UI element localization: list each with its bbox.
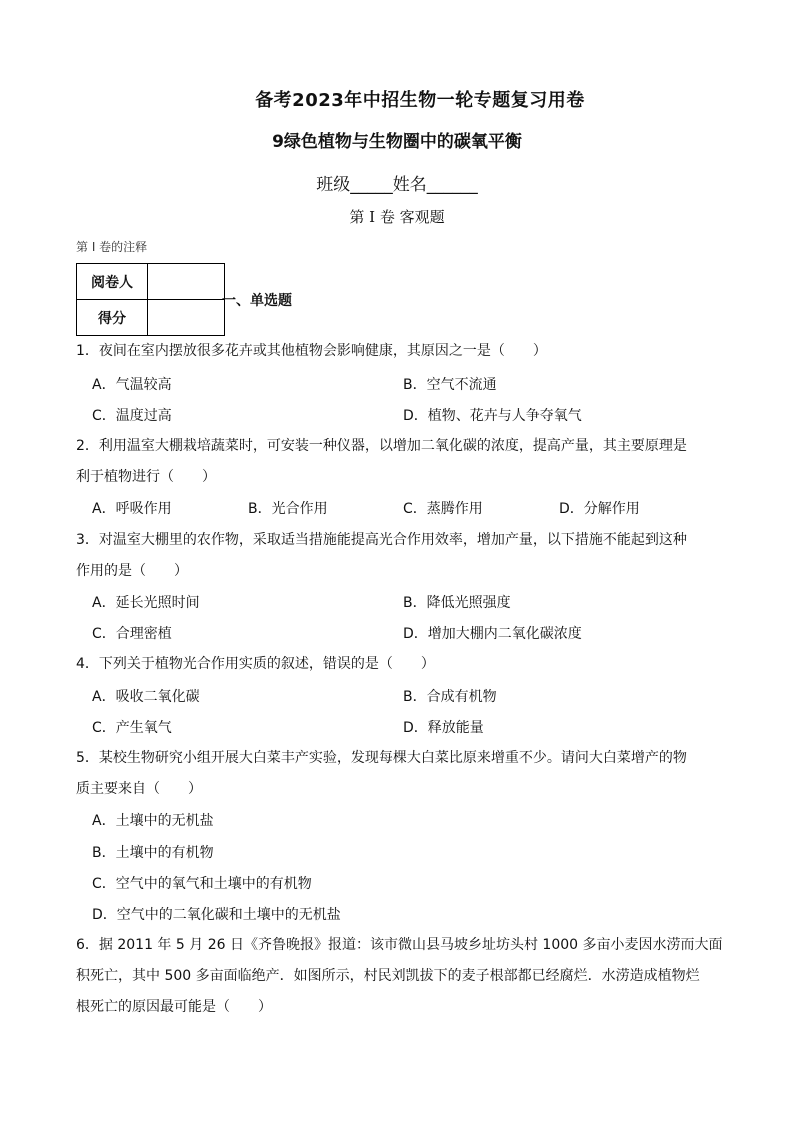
question-3-option-c: C．合理密植 <box>92 626 172 642</box>
question-1-option-b: B．空气不流通 <box>403 377 497 393</box>
question-2-option-b: B．光合作用 <box>248 501 328 517</box>
question-2-stem-line-2: 利于植物进行（ ） <box>76 469 216 485</box>
question-4-option-a: A．吸收二氧化碳 <box>92 689 200 705</box>
score-table <box>76 263 225 336</box>
question-3-option-d: D．增加大棚内二氧化碳浓度 <box>403 626 582 642</box>
exam-title: 备考2023年中招生物一轮专题复习用卷 <box>255 90 585 111</box>
question-3-option-a: A．延长光照时间 <box>92 595 200 611</box>
question-6-stem-line-1: 6．据 2011 年 5 月 26 日《齐鲁晚报》报道：该市微山县马坡乡址坊头村 1000 多亩小麦因水涝而大面 <box>76 937 723 953</box>
question-5-option-b: B．土壤中的有机物 <box>92 845 214 861</box>
score-cell <box>148 300 225 336</box>
question-1-option-c: C．温度过高 <box>92 408 172 424</box>
question-6-stem-line-3: 根死亡的原因最可能是（ ） <box>76 999 272 1015</box>
question-4-option-d: D．释放能量 <box>403 720 484 736</box>
question-4-stem-line-1: 4．下列关于植物光合作用实质的叙述，错误的是（ ） <box>76 656 435 672</box>
part-note: 第 I 卷的注释 <box>76 240 148 254</box>
class-name-line: 班级_____姓名______ <box>316 175 478 195</box>
question-3-stem-line-2: 作用的是（ ） <box>76 563 188 579</box>
question-5-option-a: A．土壤中的无机盐 <box>92 813 214 829</box>
question-5-option-d: D．空气中的二氧化碳和土壤中的无机盐 <box>92 907 341 923</box>
reviewer-cell <box>148 264 225 300</box>
question-2-option-c: C．蒸腾作用 <box>403 501 483 517</box>
section-title: 一、单选题 <box>222 293 292 309</box>
question-1-option-a: A．气温较高 <box>92 377 172 393</box>
question-1-option-d: D．植物、花卉与人争夺氧气 <box>403 408 582 424</box>
reviewer-label: 阅卷人 <box>77 264 148 300</box>
question-2-option-a: A．呼吸作用 <box>92 501 172 517</box>
question-1-stem-line-1: 1．夜间在室内摆放很多花卉或其他植物会影响健康，其原因之一是（ ） <box>76 343 547 359</box>
question-4-option-c: C．产生氧气 <box>92 720 172 736</box>
exam-subtitle: 9绿色植物与生物圈中的碳氧平衡 <box>272 132 522 152</box>
question-3-option-b: B．降低光照强度 <box>403 595 511 611</box>
question-5-stem-line-1: 5．某校生物研究小组开展大白菜丰产实验，发现每棵大白菜比原来增重不少。请问大白菜增产的物 <box>76 750 687 766</box>
question-6-stem-line-2: 积死亡，其中 500 多亩面临绝产．如图所示，村民刘凯拔下的麦子根部都已经腐烂．水涝造成植物烂 <box>76 968 700 984</box>
part-heading: 第 I 卷 客观题 <box>349 208 445 226</box>
question-2-option-d: D．分解作用 <box>559 501 640 517</box>
question-5-stem-line-2: 质主要来自（ ） <box>76 781 202 797</box>
question-4-option-b: B．合成有机物 <box>403 689 497 705</box>
question-3-stem-line-1: 3．对温室大棚里的农作物，采取适当措施能提高光合作用效率，增加产量，以下措施不能起到这种 <box>76 532 687 548</box>
score-label: 得分 <box>77 300 148 336</box>
question-2-stem-line-1: 2．利用温室大棚栽培蔬菜时，可安装一种仪器，以增加二氧化碳的浓度，提高产量，其主要原理是 <box>76 438 687 454</box>
question-5-option-c: C．空气中的氧气和土壤中的有机物 <box>92 876 312 892</box>
